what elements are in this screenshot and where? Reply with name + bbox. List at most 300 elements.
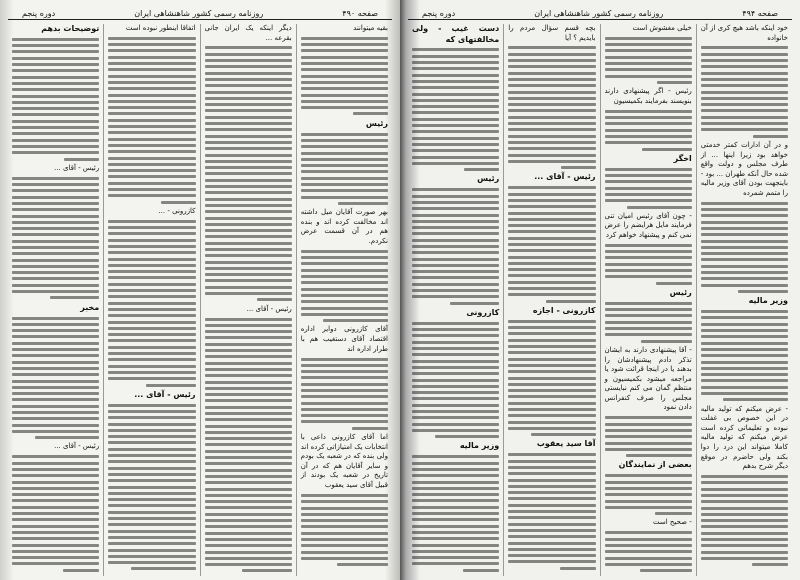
text-line [412,468,499,471]
text-line [12,348,99,351]
text-line [301,389,388,392]
text-line [12,518,99,521]
text-line [12,430,99,433]
speaker-heading: کازرونی - اجازه [532,305,596,315]
text-line [508,479,595,482]
text-line [605,506,692,509]
text-line [412,207,499,210]
text-line [412,328,499,331]
text-line [701,507,788,510]
text-line [412,550,499,553]
text-line [301,177,388,180]
text-line [108,511,195,514]
text-line [108,314,195,317]
text-lines [205,46,292,301]
text-line [108,561,195,564]
text-lines [508,320,595,436]
text-line [12,361,99,364]
text-line [701,323,788,326]
text-line [412,544,499,547]
text-lines [605,474,692,515]
text-line [464,168,499,171]
text-line [412,366,499,369]
text-line [108,358,195,361]
paragraph: بقیه میتوانند [353,24,388,32]
text-line [701,46,788,49]
text-line [205,273,292,276]
text-line [412,270,499,273]
text-line [301,494,388,497]
text-line [508,224,595,227]
text-line [12,386,99,389]
text-line [12,380,99,383]
column-content [412,24,499,572]
text-line [205,406,292,409]
text-line [301,56,388,59]
text-line [205,431,292,434]
speaker-heading: رئیس - آقای ... [134,389,196,399]
text-line [412,493,499,496]
text-line [412,416,499,419]
text-line [412,525,499,528]
text-line [108,62,195,65]
text-line [412,149,499,152]
text-line [508,460,595,463]
text-column [408,24,503,576]
text-line [12,151,99,154]
text-line [412,289,499,292]
text-line [701,310,788,313]
text-line [412,404,499,407]
text-line [108,492,195,495]
text-line [701,488,788,491]
text-line [205,336,292,339]
text-line [508,122,595,125]
text-line [701,361,788,364]
text-line [605,416,692,419]
text-line [701,233,788,236]
text-line [656,282,692,285]
text-line [108,138,195,141]
column-content [301,24,388,566]
text-line [205,494,292,497]
text-line [508,97,595,100]
paragraph: بچه قسم سؤال مردم را بایدیم ؟ آیا [508,24,596,42]
text-line [605,493,692,496]
text-line [752,563,788,566]
text-line [108,377,195,380]
text-line [605,423,692,426]
text-line [701,367,788,370]
paragraph: و در آن ادارات کمتر خدمتی خواهد بود زیرا اینها ... از طرف مجلس و دولت واقع شده حال آنکه طهران ... بود - باینجهت بودن آقای وزیر مالیه را متمم شمرده [700,140,788,197]
text-line [701,97,788,100]
text-line [508,274,595,277]
text-line [412,487,499,490]
text-line [12,525,99,528]
text-line [205,141,292,144]
text-line [301,288,388,291]
volume-label: دوره پنجم [422,9,456,18]
paragraph: - چون آقای رئیس امیان تنی فرمایند مایل هرایضم را عرض نمی کنم و پیشنهاد خواهم کرد [604,211,692,239]
text-line [108,245,195,248]
text-line [205,469,292,472]
text-line [205,128,292,131]
text-line [605,56,692,59]
text-line [108,194,195,197]
text-line [12,392,99,395]
text-line [12,284,99,287]
text-line [412,61,499,64]
text-line [301,158,388,161]
text-line [205,254,292,257]
text-line [205,557,292,560]
text-line [605,442,692,445]
text-lines [508,453,595,569]
text-line [508,414,595,417]
text-line [12,506,99,509]
text-line [301,133,388,136]
text-line [108,473,195,476]
text-line [701,221,788,224]
text-line [12,474,99,477]
text-line [508,326,595,329]
text-line [701,240,788,243]
text-line [205,210,292,213]
text-line [508,268,595,271]
text-lines [412,322,499,438]
text-line [301,75,388,78]
text-line [108,283,195,286]
text-line [701,379,788,382]
text-line [12,221,99,224]
text-line [701,84,788,87]
text-line [12,556,99,559]
text-line [205,235,292,238]
text-line [205,59,292,62]
text-line [12,177,99,180]
text-lines [605,302,692,343]
text-line [412,124,499,127]
text-line [412,276,499,279]
text-line [508,339,595,342]
text-line [508,193,595,196]
text-line [508,249,595,252]
text-lines [412,48,499,171]
speaker-heading: اخگر [673,153,692,163]
text-line [412,506,499,509]
text-line [412,341,499,344]
text-line [353,112,388,115]
text-line [108,295,195,298]
text-line [701,202,788,205]
text-line [508,237,595,240]
text-line [108,346,195,349]
text-lines [12,317,99,440]
text-line [412,379,499,382]
text-line [605,302,692,305]
text-line [108,276,195,279]
text-line [701,354,788,357]
text-line [12,252,99,255]
text-line [301,364,388,367]
text-line [205,544,292,547]
text-line [701,525,788,528]
text-line [108,163,195,166]
column-content [108,24,195,570]
text-line [701,277,788,280]
text-line [701,122,788,125]
text-line [12,531,99,534]
text-line [205,374,292,377]
text-line [605,275,692,278]
text-line [12,82,99,85]
text-line [605,135,692,138]
speaker-heading: رئیس - آقای ... [534,172,596,182]
text-column [296,24,392,576]
text-line [412,93,499,96]
text-line [205,65,292,68]
text-line [701,252,788,255]
text-line [701,109,788,112]
text-line [412,283,499,286]
text-line [108,75,195,78]
paragraph: - آقا پیشنهادی دارند به ایشان تذکر دادم پیشنهادشان را بدهند یا در اینجا قرائت شود یا مراجعه میشود بکمیسیون و منتظم گمان می کنم نبایستی مجلس را صرف کنفرانس دادن نمود [604,345,692,412]
text-line [205,116,292,119]
text-line [301,269,388,272]
text-line [508,345,595,348]
column-content [508,24,595,570]
columns [408,20,792,576]
text-line [301,358,388,361]
text-line [301,62,388,65]
text-line [605,199,692,202]
text-line [12,233,99,236]
text-line [12,227,99,230]
text-line [605,250,692,253]
text-line [205,330,292,333]
text-line [301,507,388,510]
text-line [108,371,195,374]
text-line [12,537,99,540]
text-line [605,321,692,324]
text-line [301,500,388,503]
text-line [205,349,292,352]
text-lines [701,475,788,566]
text-line [605,174,692,177]
text-line [12,354,99,357]
text-line [657,81,692,84]
text-line [301,189,388,192]
text-line [108,119,195,122]
text-line [12,139,99,142]
text-line [701,329,788,332]
text-line [108,232,195,235]
text-line [301,106,388,109]
text-line [301,183,388,186]
text-line [205,279,292,282]
speaker-heading: وزیر مالیه [459,441,500,451]
text-line [508,199,595,202]
text-line [12,240,99,243]
text-line [205,53,292,56]
text-lines [301,37,388,116]
text-lines [605,416,692,457]
text-lines [108,37,195,204]
text-line [640,569,691,572]
text-line [605,531,692,534]
text-line [108,486,195,489]
text-line [508,472,595,475]
text-line [205,412,292,415]
text-line [301,256,388,259]
text-line [301,68,388,71]
text-line [508,141,595,144]
text-line [508,453,595,456]
text-line [701,500,788,503]
text-line [205,286,292,289]
text-line [108,239,195,242]
text-line [412,562,499,565]
text-column [8,24,103,576]
text-line [605,122,692,125]
text-line [301,420,388,423]
paragraph: آقای کازرونی دوایر اداره اقتصاد آقای دستغیب هم با طرار اداره اند [300,325,388,353]
text-line [701,481,788,484]
text-line [508,160,595,163]
newspaper-title: روزنامه رسمی کشور شاهنشاهی ایران [134,9,264,18]
text-line [412,518,499,521]
text-line [508,560,595,563]
text-line [301,170,388,173]
text-line [301,49,388,52]
text-line [508,293,595,296]
text-line [701,538,788,541]
paragraph: رئیس - آقای ... [246,304,292,313]
text-line [508,510,595,513]
text-line [412,455,499,458]
text-line [412,264,499,267]
text-line [701,513,788,516]
text-line [412,74,499,77]
text-line [301,262,388,265]
text-line [701,208,788,211]
text-line [508,485,595,488]
text-line [412,481,499,484]
text-line [205,292,292,295]
text-line [508,320,595,323]
text-line [108,536,195,539]
text-line [301,87,388,90]
text-line [12,126,99,129]
text-line [108,251,195,254]
text-lines [12,177,99,300]
text-line [301,557,388,560]
text-line [701,116,788,119]
text-line [205,109,292,112]
text-line [508,109,595,112]
text-line [205,318,292,321]
text-line [412,162,499,165]
text-line [12,290,99,293]
text-line [701,214,788,217]
text-line [605,180,692,183]
text-line [257,298,292,301]
text-line [301,275,388,278]
text-line [508,91,595,94]
text-line [205,324,292,327]
text-line [301,525,388,528]
text-line [508,116,595,119]
text-line [205,532,292,535]
text-line [605,550,692,553]
text-line [412,245,499,248]
text-line [701,246,788,249]
text-line [508,281,595,284]
text-line [412,143,499,146]
text-line [605,37,692,40]
text-line [412,360,499,363]
text-line [701,494,788,497]
text-line [108,112,195,115]
text-line [701,103,788,106]
text-line [508,389,595,392]
text-line [108,37,195,40]
text-line [605,544,692,547]
text-line [560,567,596,570]
text-line [108,435,195,438]
text-line [12,183,99,186]
text-line [108,175,195,178]
text-line [205,84,292,87]
text-line [205,418,292,421]
text-lines [205,318,292,573]
paragraph: خود اینکه باشد هیچ کری از آن خانواده [700,24,788,42]
text-line [108,264,195,267]
text-line [108,517,195,520]
text-line [605,43,692,46]
text-line [435,435,500,438]
text-line [301,250,388,253]
text-line [108,43,195,46]
text-line [338,202,388,205]
text-line [12,50,99,53]
text-line [108,523,195,526]
text-lines [412,188,499,304]
volume-label: دوره پنجم [22,9,56,18]
text-line [205,443,292,446]
text-line [412,295,499,298]
text-line [701,128,788,131]
text-line [605,263,692,266]
text-line [738,290,788,293]
text-line [701,551,788,554]
text-line [323,319,388,322]
text-line [508,402,595,405]
text-line [205,78,292,81]
paragraph: اما آقای کازرونی داعی با انتخابات یک امتیازاتی کرده اند ولی بنده که در شعبه یک بودم و سایر آقایان هم که در آن تاریخ در شعبه یک بودند از قبیل آقای سید یعقوب [300,433,388,490]
text-line [108,416,195,419]
text-line [605,141,692,144]
text-line [508,548,595,551]
right-page [400,0,800,580]
text-line [626,454,691,457]
text-line [205,525,292,528]
text-line [108,302,195,305]
text-line [508,377,595,380]
text-line [12,487,99,490]
text-line [108,333,195,336]
text-line [301,307,388,310]
